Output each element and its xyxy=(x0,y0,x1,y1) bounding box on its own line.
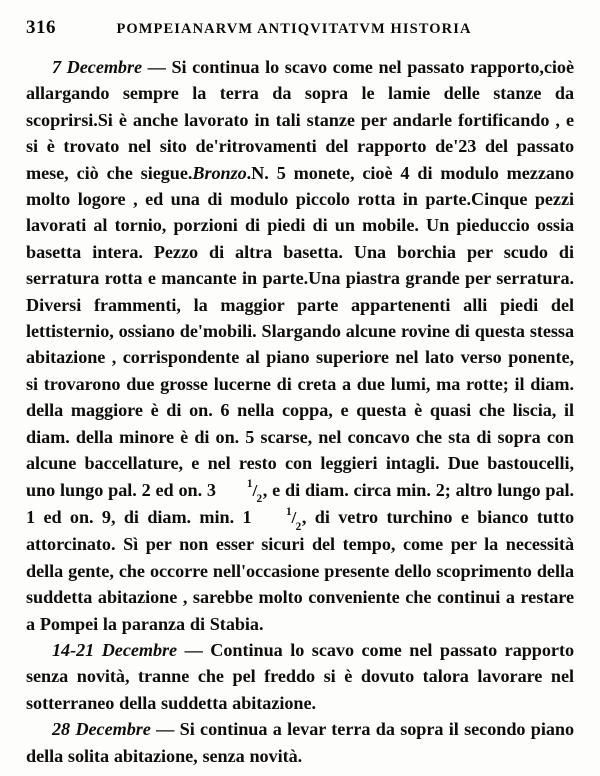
entry-date: 14-21 Decembre xyxy=(52,639,178,660)
fraction xyxy=(260,504,302,531)
entry-dash: — xyxy=(142,57,172,77)
fraction-bar: / xyxy=(291,507,297,527)
entry-text: , e di diam. circa min. 2; altro lungo pal. 1 ed on. 9, di diam. min. 1 xyxy=(26,479,574,527)
entry-dash: — xyxy=(150,719,180,740)
fraction-bar: / xyxy=(252,480,258,500)
journal-entry-paragraph xyxy=(26,637,574,716)
entry-date: 28 Decembre xyxy=(52,719,151,740)
fraction xyxy=(221,477,263,504)
body-text-column xyxy=(26,54,574,769)
entry-text: Si continua a levar terra da sopra il secondo piano della solita abitazione, senza novità. xyxy=(26,719,574,766)
entry-date: 7 Decembre xyxy=(52,57,143,77)
entry-text: , di vetro turchino e bianco tutto attorcinato. Sì per non esser sicuri del tempo, come per la necessità della gente, che occorre nell'occasione presente dello scoprimento della suddetta abitazione , sarebbe molto conveniente che continui a restare a Pompei la paranza di Stabia. xyxy=(26,506,575,634)
fraction-numerator: 1 xyxy=(285,505,292,518)
entry-text: Si continua lo scavo come nel passato rapporto,cioè allargando sempre la terra da sopra le lamie delle stanze da scoprirsi.Si è anche lavorato in tali stanze per andarle fortificando , e si è trovato nel sito de'ritrovamenti del rapporto de'23 del passato mese, ciò che siegue. xyxy=(26,57,574,183)
fraction-denominator: 2 xyxy=(256,493,263,506)
entry-dash: — xyxy=(177,639,211,660)
entry-text: Continua lo scavo come nel passato rapporto senza novità, tranne che pel freddo si è dovuto talora lavorare nel sotterraneo della suddetta abitazione. xyxy=(26,639,574,713)
running-head xyxy=(26,18,574,42)
running-title: POMPEIANARVM ANTIQVITATVM HISTORIA xyxy=(116,21,472,37)
fraction-denominator: 2 xyxy=(295,520,302,533)
page-number: 316 xyxy=(26,17,56,38)
journal-entry-paragraph xyxy=(26,716,574,769)
material-heading: Bronzo xyxy=(192,162,247,183)
entry-text: .N. 5 monete, cioè 4 di modulo mezzano molto logore , ed una di modulo piccolo rotta in parte.Cinque pezzi lavorati al tornio, porzioni di piedi di un mobile. Un pieduccio ossia basetta intera. Pezzo di altra basetta. Una borchia per scudo di serratura rotta e mancante in parte.Una piastra grande per serratura. Diversi frammenti, la maggior parte appartenenti alli piedi del lettisternio, ossiano de'mobili. Slargando alcune rovine di questa stessa abitazione , corrispondente al piano superiore nel lato verso ponente, si trovarono due grosse lucerne di creta a due lumi, ma rotte; il diam. della maggiore è di on. 6 nella coppa, e questa è quasi che liscia, il diam. della minore è di on. 5 scarse, nel concavo che sta di sopra con alcune baccellature, e nel resto con leggieri intagli. Due bastoucelli, uno lungo pal. 2 ed on. 3 xyxy=(26,162,575,500)
fraction-numerator: 1 xyxy=(246,478,253,491)
journal-entry-paragraph xyxy=(26,54,574,637)
